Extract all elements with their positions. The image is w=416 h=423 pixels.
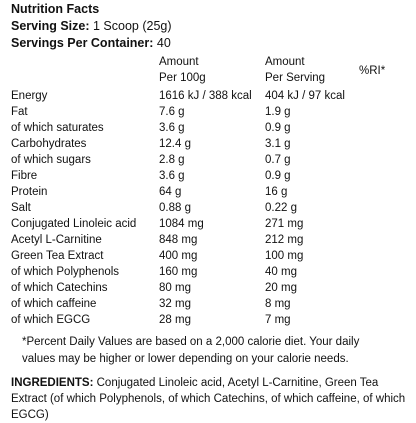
nutrient-row [0,200,416,216]
servings-label: Servings Per Container: [11,36,154,50]
daily-values-footnote: *Percent Daily Values are based on a 2,000 calorie diet. Your daily values may be higher or lower depending on your calorie needs. [22,336,360,365]
nutrient-name: of which Catechins [11,282,108,294]
column-header-per-100g-line1: Amount [159,56,199,68]
nutrient-row [0,120,416,136]
amount-per-serving: 8 mg [265,298,291,310]
nutrient-name: of which Polyphenols [11,266,120,278]
column-header-per-100g-line2: Per 100g [159,72,206,84]
nutrient-name: Acetyl L-Carnitine [11,234,102,246]
amount-per-serving: 404 kJ / 97 kcal [265,90,345,102]
serving-size-label: Serving Size: [11,19,90,33]
nutrient-name: Fibre [11,170,38,182]
amount-per-100g: 848 mg [159,234,198,246]
nutrient-row [0,280,416,296]
amount-per-100g: 64 g [159,186,182,198]
nutrient-row [0,312,416,328]
amount-per-serving: 3.1 g [265,138,291,150]
amount-per-100g: 28 mg [159,314,191,326]
amount-per-100g: 3.6 g [159,122,185,134]
ingredients-label: INGREDIENTS: [11,377,94,389]
nutrient-name: of which saturates [11,122,104,134]
nutrient-row [0,184,416,200]
servings-per-container [11,36,171,51]
amount-per-100g: 80 mg [159,282,191,294]
amount-per-100g: 12.4 g [159,138,191,150]
nutrient-row [0,104,416,120]
amount-per-100g: 3.6 g [159,170,185,182]
nutrient-row [0,248,416,264]
nutrition-facts-title: Nutrition Facts [11,2,100,16]
nutrient-row [0,88,416,104]
amount-per-serving: 0.9 g [265,170,291,182]
servings-value: 40 [156,36,171,50]
amount-per-100g: 1616 kJ / 388 kcal [159,90,252,102]
nutrient-row [0,168,416,184]
nutrient-name: Green Tea Extract [11,250,104,262]
serving-size [11,19,172,34]
column-header-per-serving-line2: Per Serving [265,72,326,84]
amount-per-serving: 271 mg [265,218,304,230]
amount-per-100g: 0.88 g [159,202,191,214]
amount-per-100g: 7.6 g [159,106,185,118]
amount-per-serving: 7 mg [265,314,291,326]
nutrient-row [0,232,416,248]
column-header-per-serving-line1: Amount [265,56,305,68]
nutrient-name: Energy [11,90,48,102]
nutrient-row [0,264,416,280]
nutrient-name: of which sugars [11,154,91,166]
amount-per-serving: 0.7 g [265,154,291,166]
nutrient-name: Carbohydrates [11,138,87,150]
ingredients-section [11,375,406,423]
nutrient-name: of which caffeine [11,298,97,310]
amount-per-serving: 40 mg [265,266,297,278]
amount-per-serving: 0.9 g [265,122,291,134]
serving-size-value: 1 Scoop (25g) [92,19,172,33]
amount-per-100g: 160 mg [159,266,198,278]
amount-per-serving: 212 mg [265,234,304,246]
amount-per-serving: 100 mg [265,250,304,262]
amount-per-100g: 1084 mg [159,218,204,230]
amount-per-100g: 32 mg [159,298,191,310]
ingredients-text: Conjugated Linoleic acid, Acetyl L-Carnitine, Green Tea Extract (of which Polyphenols, of which Catechins, of which caffeine, of which EGCG) [11,377,406,421]
nutrient-name: Conjugated Linoleic acid [11,218,137,230]
amount-per-100g: 2.8 g [159,154,185,166]
nutrient-rows [0,88,416,328]
amount-per-serving: 20 mg [265,282,297,294]
nutrient-row [0,216,416,232]
nutrient-name: Salt [11,202,31,214]
nutrient-name: Protein [11,186,48,198]
nutrient-row [0,136,416,152]
nutrient-name: of which EGCG [11,314,91,326]
amount-per-serving: 16 g [265,186,288,198]
nutrient-row [0,296,416,312]
nutrient-name: Fat [11,106,28,118]
nutrient-row [0,152,416,168]
amount-per-100g: 400 mg [159,250,198,262]
column-header-ri: %RI* [359,65,386,77]
amount-per-serving: 1.9 g [265,106,291,118]
amount-per-serving: 0.22 g [265,202,297,214]
